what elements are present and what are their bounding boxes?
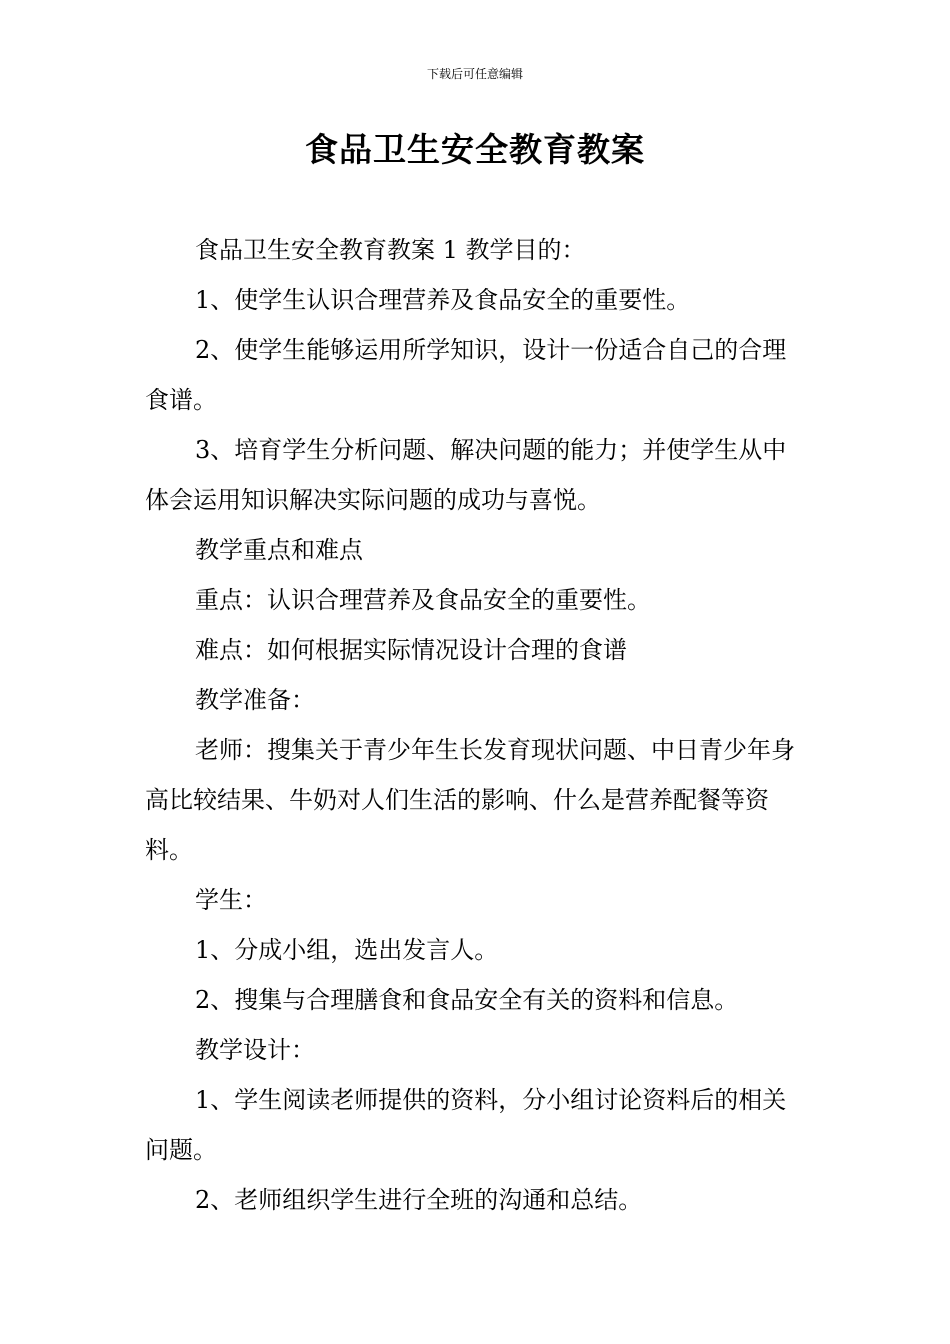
paragraph-objectives-heading: 食品卫生安全教育教案 1 教学目的： (195, 236, 586, 264)
paragraph-preparation-heading: 教学准备： (195, 686, 315, 714)
paragraph-teacher-preparation: 老师：搜集关于青少年生长发育现状问题、中日青少年身高比较结果、牛奶对人们生活的影响、什么是营养配餐等资料。 (145, 736, 795, 864)
paragraph-objective-2: 2、使学生能够运用所学知识，设计一份适合自己的合理食谱。 (145, 336, 787, 414)
paragraph-objective-1: 1、使学生认识合理营养及食品安全的重要性。 (195, 286, 691, 314)
paragraph-student-heading: 学生： (195, 886, 267, 914)
paragraph-key-points-heading: 教学重点和难点 (195, 536, 363, 564)
paragraph-design-step-2: 2、老师组织学生进行全班的沟通和总结。 (195, 1186, 643, 1214)
paragraph-student-task-1: 1、分成小组，选出发言人。 (195, 936, 499, 964)
paragraph-key-point: 重点：认识合理营养及食品安全的重要性。 (195, 586, 651, 614)
document-title: 食品卫生安全教育教案 (305, 130, 645, 169)
header-note: 下载后可任意编辑 (426, 67, 523, 81)
paragraph-design-step-1: 1、学生阅读老师提供的资料，分小组讨论资料后的相关问题。 (145, 1086, 787, 1164)
paragraph-design-heading: 教学设计： (195, 1036, 315, 1064)
document-body (145, 225, 810, 1225)
paragraph-student-task-2: 2、搜集与合理膳食和食品安全有关的资料和信息。 (195, 986, 739, 1014)
paragraph-objective-3: 3、培育学生分析问题、解决问题的能力；并使学生从中体会运用知识解决实际问题的成功与喜悦。 (145, 436, 787, 514)
paragraph-difficulty: 难点：如何根据实际情况设计合理的食谱 (195, 636, 627, 664)
